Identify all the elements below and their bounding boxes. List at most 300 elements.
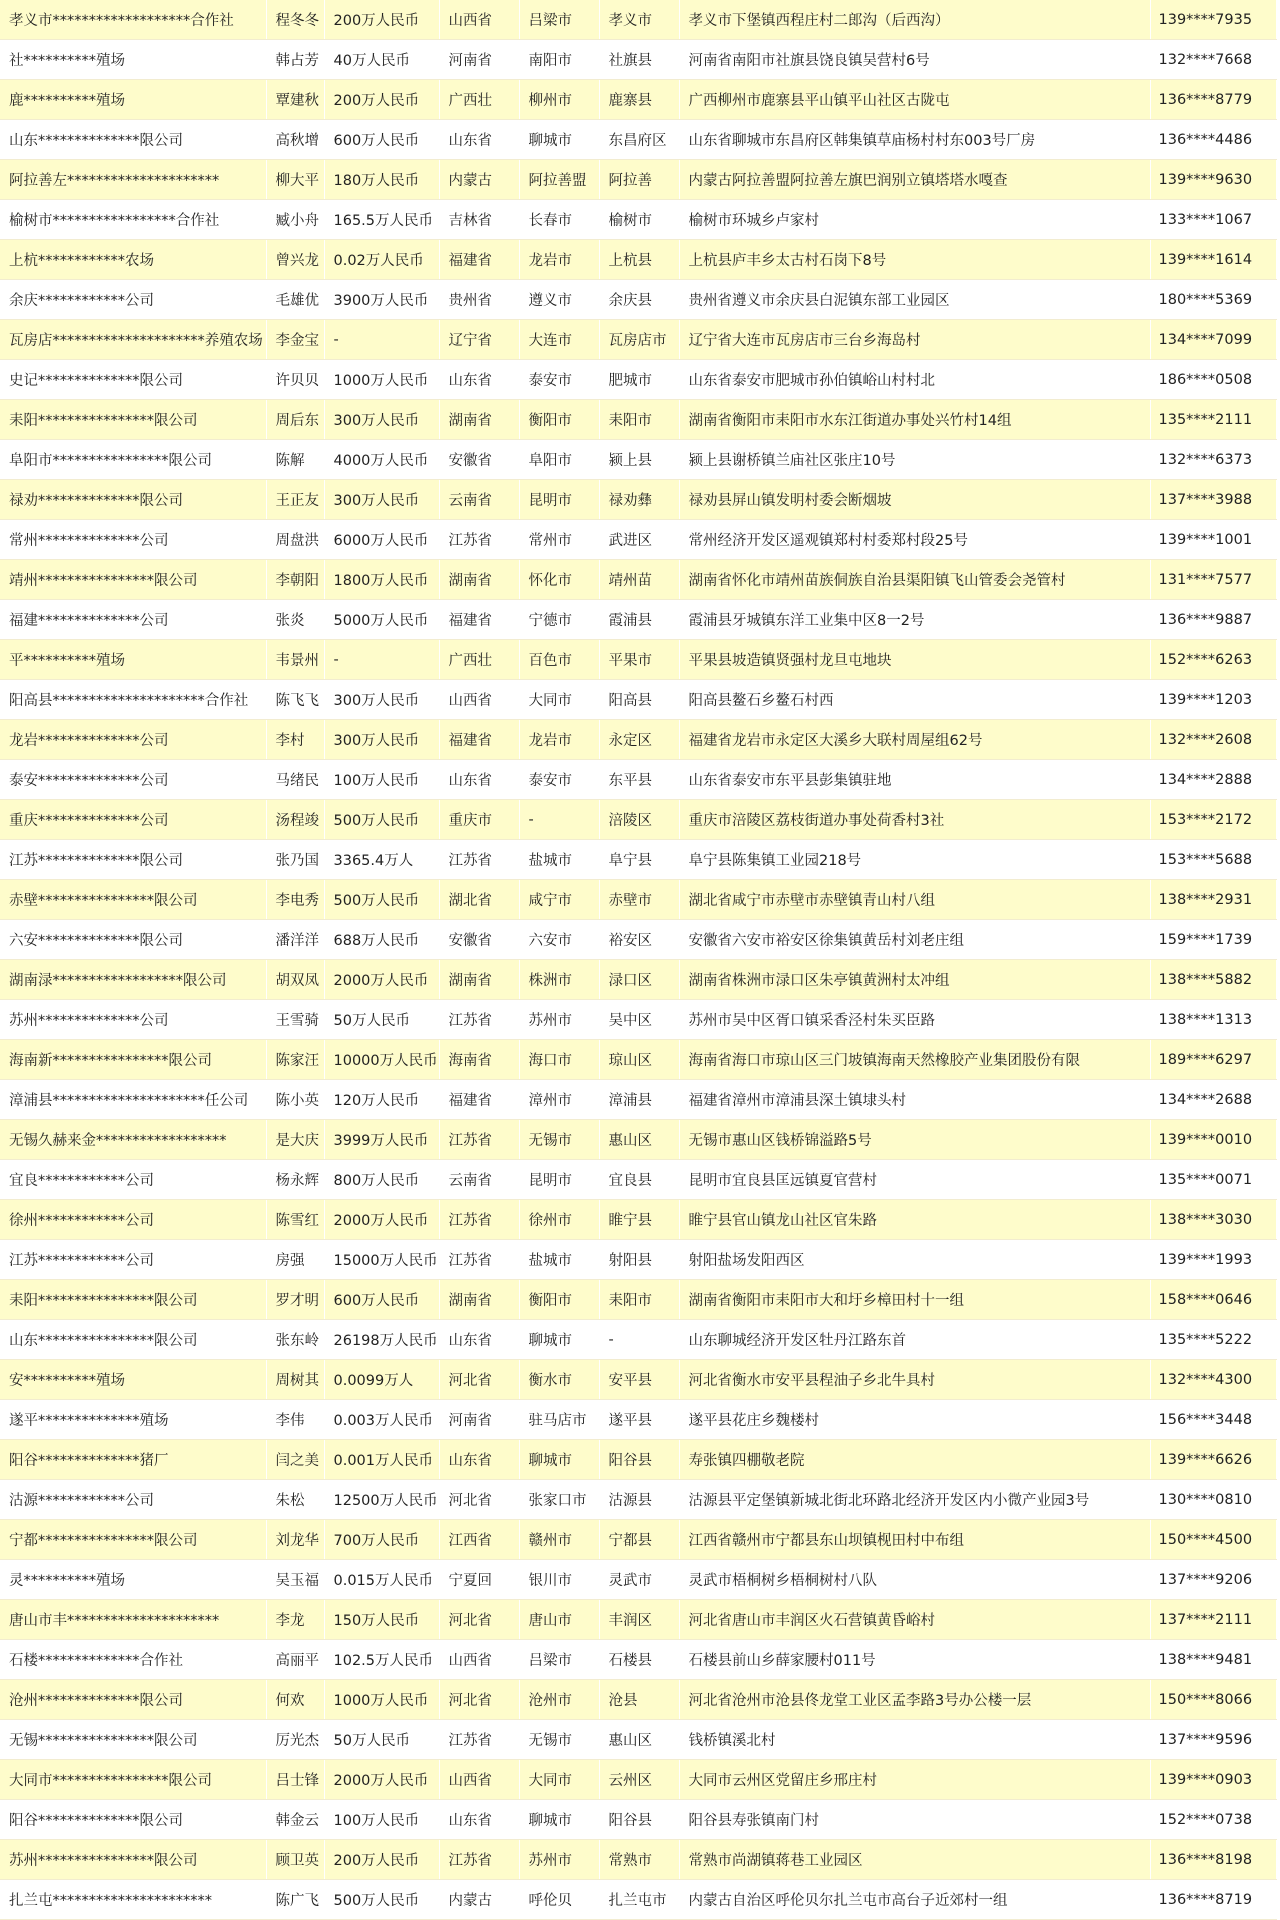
address-cell: 江西省赣州市宁都县东山坝镇枧田村中布组 <box>679 1520 1150 1560</box>
capital-cell: 200万人民币 <box>324 1840 439 1880</box>
province-cell: 山西省 <box>439 1760 519 1800</box>
district-cell: 永定区 <box>599 720 679 760</box>
district-cell: - <box>599 1320 679 1360</box>
capital-cell: 3365.4万人 <box>324 840 439 880</box>
table-row <box>0 1040 1276 1080</box>
capital-cell: 4000万人民币 <box>324 440 439 480</box>
company-cell: 泰安**************公司 <box>0 760 266 800</box>
capital-cell: 2000万人民币 <box>324 1200 439 1240</box>
company-cell: 瓦房店*********************养殖农场 <box>0 320 266 360</box>
district-cell: 社旗县 <box>599 40 679 80</box>
province-cell: 内蒙古 <box>439 1880 519 1920</box>
district-cell: 颍上县 <box>599 440 679 480</box>
city-cell: 株洲市 <box>519 960 599 1000</box>
table-row <box>0 1440 1276 1480</box>
city-cell: 沧州市 <box>519 1680 599 1720</box>
company-cell: 余庆************公司 <box>0 280 266 320</box>
legal-rep-cell: 潘洋洋 <box>266 920 324 960</box>
province-cell: 江苏省 <box>439 1000 519 1040</box>
company-cell: 榆树市*****************合作社 <box>0 200 266 240</box>
province-cell: 江苏省 <box>439 520 519 560</box>
company-cell: 史记**************限公司 <box>0 360 266 400</box>
table-row <box>0 40 1276 80</box>
address-cell: 榆树市环城乡卢家村 <box>679 200 1150 240</box>
city-cell: 衡水市 <box>519 1360 599 1400</box>
capital-cell: 50万人民币 <box>324 1720 439 1760</box>
province-cell: 江苏省 <box>439 840 519 880</box>
province-cell: 江西省 <box>439 1520 519 1560</box>
table-row <box>0 480 1276 520</box>
company-cell: 阜阳市****************限公司 <box>0 440 266 480</box>
district-cell: 耒阳市 <box>599 1280 679 1320</box>
phone-cell: 132****2608 <box>1150 720 1276 760</box>
table-row <box>0 1240 1276 1280</box>
phone-cell: 133****1067 <box>1150 200 1276 240</box>
table-row <box>0 240 1276 280</box>
district-cell: 瓦房店市 <box>599 320 679 360</box>
address-cell: 钱桥镇溪北村 <box>679 1720 1150 1760</box>
district-cell: 石楼县 <box>599 1640 679 1680</box>
capital-cell: 2000万人民币 <box>324 960 439 1000</box>
table-row <box>0 960 1276 1000</box>
province-cell: 山西省 <box>439 0 519 40</box>
capital-cell: - <box>324 320 439 360</box>
legal-rep-cell: 何欢 <box>266 1680 324 1720</box>
district-cell: 武进区 <box>599 520 679 560</box>
city-cell: 怀化市 <box>519 560 599 600</box>
district-cell: 沽源县 <box>599 1480 679 1520</box>
address-cell: 上杭县庐丰乡太古村石岗下8号 <box>679 240 1150 280</box>
phone-cell: 136****8779 <box>1150 80 1276 120</box>
district-cell: 宜良县 <box>599 1160 679 1200</box>
table-row <box>0 1560 1276 1600</box>
phone-cell: 136****8198 <box>1150 1840 1276 1880</box>
legal-rep-cell: 周后东 <box>266 400 324 440</box>
company-cell: 赤壁****************限公司 <box>0 880 266 920</box>
city-cell: 龙岩市 <box>519 240 599 280</box>
city-cell: 苏州市 <box>519 1840 599 1880</box>
company-cell: 阿拉善左********************* <box>0 160 266 200</box>
district-cell: 丰润区 <box>599 1600 679 1640</box>
address-cell: 射阳盐场发阳西区 <box>679 1240 1150 1280</box>
city-cell: 漳州市 <box>519 1080 599 1120</box>
company-cell: 沧州**************限公司 <box>0 1680 266 1720</box>
district-cell: 射阳县 <box>599 1240 679 1280</box>
province-cell: 福建省 <box>439 720 519 760</box>
table-row <box>0 1840 1276 1880</box>
company-cell: 遂平**************殖场 <box>0 1400 266 1440</box>
company-cell: 唐山市丰********************* <box>0 1600 266 1640</box>
table-row <box>0 1000 1276 1040</box>
company-cell: 苏州**************公司 <box>0 1000 266 1040</box>
address-cell: 湖南省衡阳市耒阳市大和圩乡樟田村十一组 <box>679 1280 1150 1320</box>
capital-cell: 1000万人民币 <box>324 360 439 400</box>
legal-rep-cell: 胡双凤 <box>266 960 324 1000</box>
district-cell: 鹿寨县 <box>599 80 679 120</box>
company-cell: 安**********殖场 <box>0 1360 266 1400</box>
table-row <box>0 400 1276 440</box>
legal-rep-cell: 张炎 <box>266 600 324 640</box>
company-cell: 海南新****************限公司 <box>0 1040 266 1080</box>
legal-rep-cell: 陈解 <box>266 440 324 480</box>
address-cell: 湖南省株洲市渌口区朱亭镇黄洲村太冲组 <box>679 960 1150 1000</box>
company-cell: 灵**********殖场 <box>0 1560 266 1600</box>
table-row <box>0 1360 1276 1400</box>
company-cell: 山东****************限公司 <box>0 1320 266 1360</box>
company-cell: 耒阳****************限公司 <box>0 400 266 440</box>
city-cell: 大连市 <box>519 320 599 360</box>
address-cell: 海南省海口市琼山区三门坡镇海南天然橡胶产业集团股份有限 <box>679 1040 1150 1080</box>
phone-cell: 137****2111 <box>1150 1600 1276 1640</box>
address-cell: 灵武市梧桐树乡梧桐树村八队 <box>679 1560 1150 1600</box>
address-cell: 山东省聊城市东昌府区韩集镇草庙杨村村东003号厂房 <box>679 120 1150 160</box>
province-cell: 贵州省 <box>439 280 519 320</box>
legal-rep-cell: 闫之美 <box>266 1440 324 1480</box>
phone-cell: 139****7935 <box>1150 0 1276 40</box>
legal-rep-cell: 韩占芳 <box>266 40 324 80</box>
address-cell: 贵州省遵义市余庆县白泥镇东部工业园区 <box>679 280 1150 320</box>
district-cell: 东昌府区 <box>599 120 679 160</box>
capital-cell: 1800万人民币 <box>324 560 439 600</box>
city-cell: 盐城市 <box>519 840 599 880</box>
address-cell: 颍上县谢桥镇兰庙社区张庄10号 <box>679 440 1150 480</box>
address-cell: 河北省唐山市丰润区火石营镇黄昏峪村 <box>679 1600 1150 1640</box>
capital-cell: 0.02万人民币 <box>324 240 439 280</box>
district-cell: 吴中区 <box>599 1000 679 1040</box>
district-cell: 漳浦县 <box>599 1080 679 1120</box>
province-cell: 云南省 <box>439 1160 519 1200</box>
table-row <box>0 1120 1276 1160</box>
city-cell: 常州市 <box>519 520 599 560</box>
company-cell: 六安**************限公司 <box>0 920 266 960</box>
capital-cell: 0.003万人民币 <box>324 1400 439 1440</box>
city-cell: 大同市 <box>519 1760 599 1800</box>
district-cell: 裕安区 <box>599 920 679 960</box>
capital-cell: 15000万人民币 <box>324 1240 439 1280</box>
address-cell: 常州经济开发区遥观镇郑村村委郑村段25号 <box>679 520 1150 560</box>
city-cell: 长春市 <box>519 200 599 240</box>
district-cell: 沧县 <box>599 1680 679 1720</box>
phone-cell: 136****9887 <box>1150 600 1276 640</box>
company-cell: 禄劝**************限公司 <box>0 480 266 520</box>
capital-cell: 688万人民币 <box>324 920 439 960</box>
district-cell: 阜宁县 <box>599 840 679 880</box>
city-cell: 咸宁市 <box>519 880 599 920</box>
phone-cell: 153****2172 <box>1150 800 1276 840</box>
capital-cell: 300万人民币 <box>324 400 439 440</box>
capital-cell: 150万人民币 <box>324 1600 439 1640</box>
table-row <box>0 1080 1276 1120</box>
legal-rep-cell: 房强 <box>266 1240 324 1280</box>
table-row <box>0 760 1276 800</box>
legal-rep-cell: 高丽平 <box>266 1640 324 1680</box>
province-cell: 湖北省 <box>439 880 519 920</box>
address-cell: 山东省泰安市东平县彭集镇驻地 <box>679 760 1150 800</box>
province-cell: 重庆市 <box>439 800 519 840</box>
table-row <box>0 920 1276 960</box>
capital-cell: 2000万人民币 <box>324 1760 439 1800</box>
legal-rep-cell: 顾卫英 <box>266 1840 324 1880</box>
company-cell: 江苏**************限公司 <box>0 840 266 880</box>
city-cell: 泰安市 <box>519 360 599 400</box>
address-cell: 重庆市涪陵区荔枝街道办事处荷香村3社 <box>679 800 1150 840</box>
district-cell: 阳高县 <box>599 680 679 720</box>
province-cell: 河北省 <box>439 1600 519 1640</box>
legal-rep-cell: 吴玉福 <box>266 1560 324 1600</box>
capital-cell: 5000万人民币 <box>324 600 439 640</box>
legal-rep-cell: 周树其 <box>266 1360 324 1400</box>
capital-cell: 800万人民币 <box>324 1160 439 1200</box>
legal-rep-cell: 李村 <box>266 720 324 760</box>
table-row <box>0 640 1276 680</box>
address-cell: 安徽省六安市裕安区徐集镇黄岳村刘老庄组 <box>679 920 1150 960</box>
province-cell: 吉林省 <box>439 200 519 240</box>
phone-cell: 137****9206 <box>1150 1560 1276 1600</box>
city-cell: 昆明市 <box>519 1160 599 1200</box>
capital-cell: 3999万人民币 <box>324 1120 439 1160</box>
table-row <box>0 880 1276 920</box>
phone-cell: 152****6263 <box>1150 640 1276 680</box>
province-cell: 安徽省 <box>439 440 519 480</box>
company-cell: 阳谷**************限公司 <box>0 1800 266 1840</box>
address-cell: 禄劝县屏山镇发明村委会断烟坡 <box>679 480 1150 520</box>
district-cell: 余庆县 <box>599 280 679 320</box>
table-row <box>0 1200 1276 1240</box>
capital-cell: 0.001万人民币 <box>324 1440 439 1480</box>
company-cell: 徐州************公司 <box>0 1200 266 1240</box>
city-cell: 聊城市 <box>519 1440 599 1480</box>
company-cell: 大同市****************限公司 <box>0 1760 266 1800</box>
province-cell: 河北省 <box>439 1480 519 1520</box>
legal-rep-cell: 陈雪红 <box>266 1200 324 1240</box>
phone-cell: 136****4486 <box>1150 120 1276 160</box>
phone-cell: 139****1993 <box>1150 1240 1276 1280</box>
province-cell: 海南省 <box>439 1040 519 1080</box>
phone-cell: 138****9481 <box>1150 1640 1276 1680</box>
city-cell: 吕梁市 <box>519 1640 599 1680</box>
phone-cell: 186****0508 <box>1150 360 1276 400</box>
city-cell: 聊城市 <box>519 1320 599 1360</box>
legal-rep-cell: 吕士锋 <box>266 1760 324 1800</box>
company-cell: 靖州****************限公司 <box>0 560 266 600</box>
district-cell: 榆树市 <box>599 200 679 240</box>
table-row <box>0 0 1276 40</box>
province-cell: 山西省 <box>439 680 519 720</box>
capital-cell: 500万人民币 <box>324 1880 439 1920</box>
address-cell: 湖南省衡阳市耒阳市水东江街道办事处兴竹村14组 <box>679 400 1150 440</box>
legal-rep-cell: 周盘洪 <box>266 520 324 560</box>
province-cell: 河北省 <box>439 1360 519 1400</box>
province-cell: 山东省 <box>439 1440 519 1480</box>
capital-cell: 200万人民币 <box>324 80 439 120</box>
city-cell: 聊城市 <box>519 1800 599 1840</box>
capital-cell: 100万人民币 <box>324 1800 439 1840</box>
table-row <box>0 1160 1276 1200</box>
capital-cell: 300万人民币 <box>324 720 439 760</box>
district-cell: 惠山区 <box>599 1720 679 1760</box>
legal-rep-cell: 覃建秋 <box>266 80 324 120</box>
phone-cell: 139****1203 <box>1150 680 1276 720</box>
table-row <box>0 1800 1276 1840</box>
table-row <box>0 1280 1276 1320</box>
city-cell: 唐山市 <box>519 1600 599 1640</box>
province-cell: 河北省 <box>439 1680 519 1720</box>
capital-cell: 10000万人民币 <box>324 1040 439 1080</box>
capital-cell: 6000万人民币 <box>324 520 439 560</box>
capital-cell: 600万人民币 <box>324 1280 439 1320</box>
phone-cell: 132****6373 <box>1150 440 1276 480</box>
address-cell: 阜宁县陈集镇工业园218号 <box>679 840 1150 880</box>
province-cell: 湖南省 <box>439 400 519 440</box>
table-row <box>0 1760 1276 1800</box>
legal-rep-cell: 马绪民 <box>266 760 324 800</box>
capital-cell: 500万人民币 <box>324 880 439 920</box>
table-row <box>0 320 1276 360</box>
phone-cell: 139****0010 <box>1150 1120 1276 1160</box>
company-cell: 苏州****************限公司 <box>0 1840 266 1880</box>
address-cell: 寿张镇四棚敬老院 <box>679 1440 1150 1480</box>
city-cell: 阿拉善盟 <box>519 160 599 200</box>
province-cell: 山东省 <box>439 1320 519 1360</box>
table-row <box>0 120 1276 160</box>
address-cell: 山东省泰安市肥城市孙伯镇峪山村村北 <box>679 360 1150 400</box>
province-cell: 云南省 <box>439 480 519 520</box>
district-cell: 靖州苗 <box>599 560 679 600</box>
capital-cell: 0.0099万人 <box>324 1360 439 1400</box>
legal-rep-cell: 李朝阳 <box>266 560 324 600</box>
district-cell: 灵武市 <box>599 1560 679 1600</box>
province-cell: 广西壮 <box>439 640 519 680</box>
company-cell: 福建**************公司 <box>0 600 266 640</box>
legal-rep-cell: 张乃国 <box>266 840 324 880</box>
capital-cell: 120万人民币 <box>324 1080 439 1120</box>
address-cell: 内蒙古阿拉善盟阿拉善左旗巴润别立镇塔塔水嘎查 <box>679 160 1150 200</box>
district-cell: 禄劝彝 <box>599 480 679 520</box>
capital-cell: 165.5万人民币 <box>324 200 439 240</box>
province-cell: 广西壮 <box>439 80 519 120</box>
company-cell: 阳谷**************猪厂 <box>0 1440 266 1480</box>
district-cell: 孝义市 <box>599 0 679 40</box>
company-cell: 石楼**************合作社 <box>0 1640 266 1680</box>
province-cell: 辽宁省 <box>439 320 519 360</box>
city-cell: 聊城市 <box>519 120 599 160</box>
capital-cell: 700万人民币 <box>324 1520 439 1560</box>
address-cell: 湖南省怀化市靖州苗族侗族自治县渠阳镇飞山管委会尧管村 <box>679 560 1150 600</box>
table-row <box>0 80 1276 120</box>
address-cell: 内蒙古自治区呼伦贝尔扎兰屯市高台子近郊村一组 <box>679 1880 1150 1920</box>
legal-rep-cell: 王正友 <box>266 480 324 520</box>
legal-rep-cell: 厉光杰 <box>266 1720 324 1760</box>
phone-cell: 139****1614 <box>1150 240 1276 280</box>
company-cell: 上杭************农场 <box>0 240 266 280</box>
company-cell: 宁都****************限公司 <box>0 1520 266 1560</box>
province-cell: 福建省 <box>439 240 519 280</box>
province-cell: 湖南省 <box>439 1280 519 1320</box>
district-cell: 霞浦县 <box>599 600 679 640</box>
province-cell: 福建省 <box>439 1080 519 1120</box>
capital-cell: 300万人民币 <box>324 680 439 720</box>
address-cell: 无锡市惠山区钱桥锦溢路5号 <box>679 1120 1150 1160</box>
company-cell: 社**********殖场 <box>0 40 266 80</box>
district-cell: 耒阳市 <box>599 400 679 440</box>
capital-cell: 102.5万人民币 <box>324 1640 439 1680</box>
city-cell: 遵义市 <box>519 280 599 320</box>
legal-rep-cell: 杨永辉 <box>266 1160 324 1200</box>
company-cell: 无锡****************限公司 <box>0 1720 266 1760</box>
company-cell: 阳高县*********************合作社 <box>0 680 266 720</box>
province-cell: 江苏省 <box>439 1240 519 1280</box>
legal-rep-cell: 李电秀 <box>266 880 324 920</box>
phone-cell: 138****5882 <box>1150 960 1276 1000</box>
legal-rep-cell: 许贝贝 <box>266 360 324 400</box>
province-cell: 江苏省 <box>439 1120 519 1160</box>
province-cell: 河南省 <box>439 40 519 80</box>
legal-rep-cell: 韦景州 <box>266 640 324 680</box>
address-cell: 河南省南阳市社旗县饶良镇吴营村6号 <box>679 40 1150 80</box>
capital-cell: 600万人民币 <box>324 120 439 160</box>
legal-rep-cell: 王雪骑 <box>266 1000 324 1040</box>
district-cell: 云州区 <box>599 1760 679 1800</box>
legal-rep-cell: 韩金云 <box>266 1800 324 1840</box>
phone-cell: 138****2931 <box>1150 880 1276 920</box>
city-cell: 柳州市 <box>519 80 599 120</box>
phone-cell: 189****6297 <box>1150 1040 1276 1080</box>
district-cell: 扎兰屯市 <box>599 1880 679 1920</box>
province-cell: 江苏省 <box>439 1200 519 1240</box>
table-row <box>0 1400 1276 1440</box>
table-row <box>0 200 1276 240</box>
district-cell: 渌口区 <box>599 960 679 1000</box>
city-cell: 呼伦贝 <box>519 1880 599 1920</box>
legal-rep-cell: 刘龙华 <box>266 1520 324 1560</box>
phone-cell: 134****2888 <box>1150 760 1276 800</box>
city-cell: 徐州市 <box>519 1200 599 1240</box>
legal-rep-cell: 李龙 <box>266 1600 324 1640</box>
address-cell: 河北省沧州市沧县佟龙堂工业区孟李路3号办公楼一层 <box>679 1680 1150 1720</box>
legal-rep-cell: 程冬冬 <box>266 0 324 40</box>
address-cell: 辽宁省大连市瓦房店市三台乡海岛村 <box>679 320 1150 360</box>
phone-cell: 136****8719 <box>1150 1880 1276 1920</box>
company-cell: 山东**************限公司 <box>0 120 266 160</box>
phone-cell: 132****4300 <box>1150 1360 1276 1400</box>
legal-rep-cell: 曾兴龙 <box>266 240 324 280</box>
province-cell: 安徽省 <box>439 920 519 960</box>
legal-rep-cell: 陈广飞 <box>266 1880 324 1920</box>
phone-cell: 138****3030 <box>1150 1200 1276 1240</box>
table-row <box>0 1520 1276 1560</box>
table-row <box>0 160 1276 200</box>
table-row <box>0 1600 1276 1640</box>
capital-cell: 180万人民币 <box>324 160 439 200</box>
city-cell: 无锡市 <box>519 1720 599 1760</box>
province-cell: 江苏省 <box>439 1840 519 1880</box>
capital-cell: 1000万人民币 <box>324 1680 439 1720</box>
phone-cell: 137****3988 <box>1150 480 1276 520</box>
address-cell: 阳谷县寿张镇南门村 <box>679 1800 1150 1840</box>
phone-cell: 156****3448 <box>1150 1400 1276 1440</box>
legal-rep-cell: 李伟 <box>266 1400 324 1440</box>
legal-rep-cell: 高秋增 <box>266 120 324 160</box>
table-row <box>0 720 1276 760</box>
company-cell: 常州**************公司 <box>0 520 266 560</box>
city-cell: 南阳市 <box>519 40 599 80</box>
phone-cell: 137****9596 <box>1150 1720 1276 1760</box>
address-cell: 福建省龙岩市永定区大溪乡大联村周屋组62号 <box>679 720 1150 760</box>
province-cell: 山东省 <box>439 360 519 400</box>
legal-rep-cell: 汤程竣 <box>266 800 324 840</box>
address-cell: 山东聊城经济开发区牡丹江路东首 <box>679 1320 1150 1360</box>
phone-cell: 130****0810 <box>1150 1480 1276 1520</box>
